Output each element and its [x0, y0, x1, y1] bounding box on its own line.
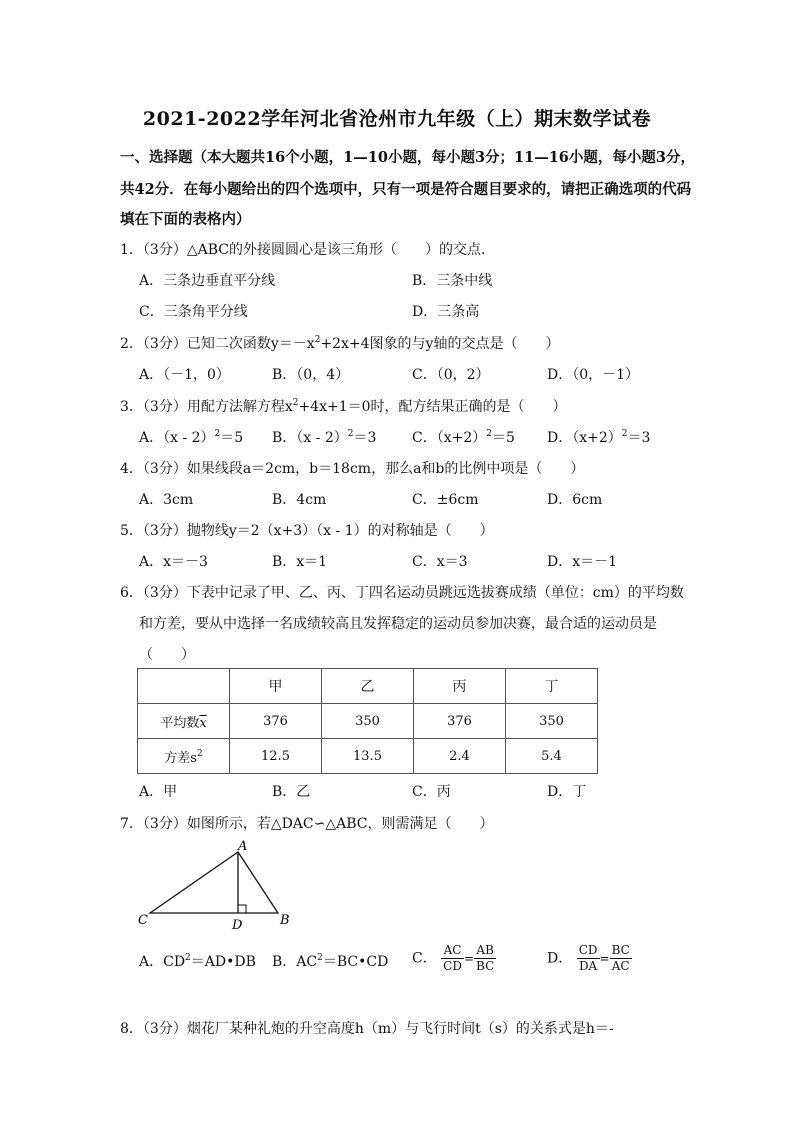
- table-header-cell: 甲: [230, 669, 322, 704]
- triangle-abc: [150, 852, 278, 913]
- table-header-cell: 丁: [506, 669, 598, 704]
- q7-c-fraction-right: [474, 943, 496, 974]
- q6-option-a: A．甲: [139, 784, 178, 800]
- frac-denominator: DA: [578, 959, 598, 973]
- table-row-variance: [138, 739, 598, 774]
- page-title: 2021-2022学年河北省沧州市九年级（上）期末数学试卷: [142, 108, 652, 130]
- q6-option-d: D．丁: [547, 784, 587, 800]
- frac-numerator: BC: [611, 943, 630, 957]
- table-header-cell: 乙: [322, 669, 414, 704]
- frac-denominator: CD: [443, 959, 462, 973]
- q5-option-d: D．x＝－1: [547, 554, 618, 570]
- table-header-cell: [138, 669, 230, 704]
- q7-d-fraction-left: [577, 943, 600, 974]
- q7-option-a: [139, 951, 256, 971]
- equals-sign: =: [599, 951, 610, 966]
- frac-numerator: AC: [441, 943, 464, 959]
- q7-d-fraction-right: [610, 943, 632, 974]
- table-cell: 2.4: [414, 739, 506, 774]
- section-heading-line2: 共42分．在每小题给出的四个选项中，只有一项是符合题目要求的，请把正确选项的代码: [120, 181, 692, 198]
- q4-option-c: C．±6cm: [412, 492, 479, 508]
- q3-a-post: ＝5: [220, 430, 244, 446]
- q5-stem: 5．（3分）抛物线y＝2（x+3）（x - 1）的对称轴是（ ）: [120, 523, 494, 539]
- q3-d-sup: 2: [621, 429, 628, 439]
- table-cell: 350: [506, 704, 598, 739]
- section-heading-line3: 填在下面的表格内）: [120, 211, 251, 228]
- variance-label-cell: [138, 739, 230, 774]
- q7-d-label: D．: [547, 950, 573, 967]
- q7-b-pre: B．AC: [272, 954, 318, 970]
- q7-stem: 7．（3分）如图所示，若△DAC∽△ABC，则需满足（ ）: [120, 816, 494, 832]
- score-table: [137, 668, 598, 774]
- q3-c-pre: C．（x+2）: [412, 430, 487, 446]
- q3-option-c: [412, 427, 515, 447]
- q3-b-pre: B．（x - 2）: [272, 430, 348, 446]
- q2-stem: [120, 333, 559, 353]
- right-angle-mark: [238, 905, 246, 913]
- q4-option-a: A．3cm: [139, 492, 194, 508]
- q1-option-c: C．三条角平分线: [139, 304, 248, 320]
- label-a: A: [238, 840, 248, 854]
- q4-option-d: D．6cm: [547, 492, 603, 508]
- q1-option-b: B．三条中线: [412, 273, 493, 289]
- q2-stem-sup: 2: [314, 335, 321, 345]
- table-header-cell: 丙: [414, 669, 506, 704]
- q3-a-pre: A．（x - 2）: [139, 430, 215, 446]
- q4-option-b: B．4cm: [272, 492, 327, 508]
- frac-denominator: AC: [611, 959, 630, 973]
- q7-c-fraction-left: [441, 943, 464, 974]
- q2-option-a: A．（－1，0）: [139, 367, 230, 383]
- table-cell: 376: [230, 704, 322, 739]
- q4-stem: 4．（3分）如果线段a＝2cm，b＝18cm，那么a和b的比例中项是（ ）: [120, 461, 585, 477]
- frac-denominator: BC: [476, 959, 495, 973]
- equals-sign: =: [463, 951, 475, 966]
- q3-stem-sup: 2: [292, 398, 299, 408]
- triangle-figure: [130, 840, 310, 935]
- mean-symbol: $\overline{x}$: [199, 715, 207, 731]
- mean-label-cell: [138, 704, 230, 739]
- label-c: C: [138, 913, 148, 928]
- q3-d-post: ＝3: [627, 430, 651, 446]
- q3-stem: [120, 396, 567, 416]
- label-b: B: [280, 913, 290, 928]
- table-cell: 376: [414, 704, 506, 739]
- q5-option-a: A．x＝－3: [139, 554, 208, 570]
- q7-option-b: [272, 951, 388, 971]
- table-header-row: [138, 669, 598, 704]
- q7-option-c: [412, 943, 496, 974]
- q3-a-sup: 2: [214, 429, 221, 439]
- q7-b-sup: 2: [317, 953, 323, 963]
- q7-a-sup: 2: [185, 953, 191, 963]
- q6-stem-line3: （ ）: [139, 647, 195, 663]
- q6-option-b: B．乙: [272, 784, 311, 800]
- table-cell: 12.5: [230, 739, 322, 774]
- label-d: D: [232, 918, 243, 933]
- q1-option-a: A．三条边垂直平分线: [139, 273, 276, 289]
- q3-stem-pre: 3．（3分）用配方法解方程x: [120, 399, 293, 415]
- mean-label: 平均数: [160, 715, 200, 731]
- q3-option-d: [547, 427, 650, 447]
- q5-option-b: B．x＝1: [272, 554, 328, 570]
- frac-numerator: CD: [578, 943, 598, 957]
- q2-stem-pre: 2．（3分）已知二次函数y＝－x: [120, 336, 315, 352]
- table-cell: 350: [322, 704, 414, 739]
- q7-option-d: [547, 943, 632, 974]
- q6-stem-line2: 和方差，要从中选择一名成绩较高且发挥稳定的运动员参加决赛，最合适的运动员是: [139, 616, 657, 632]
- table-row-mean: [138, 704, 598, 739]
- q2-stem-post: +2x+4图象的与y轴的交点是（ ）: [320, 336, 560, 352]
- table-cell: 5.4: [506, 739, 598, 774]
- frac-numerator: AB: [474, 943, 496, 959]
- q3-option-b: [272, 427, 376, 447]
- q7-a-pre: A．CD: [139, 954, 186, 970]
- q3-option-a: [139, 427, 243, 447]
- q3-b-sup: 2: [347, 429, 354, 439]
- variance-label: 方差s: [164, 750, 197, 766]
- q3-c-sup: 2: [486, 429, 492, 439]
- q2-option-b: B．（0，4）: [272, 367, 350, 383]
- q2-option-c: C．（0，2）: [412, 367, 490, 383]
- q3-stem-post: +4x+1＝0时，配方结果正确的是（ ）: [298, 399, 567, 415]
- q8-stem: 8．（3分）烟花厂某种礼炮的升空高度h（m）与飞行时间t（s）的关系式是h＝-: [120, 1021, 614, 1037]
- variance-sup: 2: [196, 748, 203, 759]
- q2-option-d: D．（0，－1）: [547, 367, 640, 383]
- q1-option-d: D．三条高: [412, 304, 480, 320]
- q3-b-post: ＝3: [353, 430, 377, 446]
- q7-b-post: ＝BC•CD: [322, 954, 389, 970]
- q7-a-post: ＝AD•DB: [190, 954, 256, 970]
- q1-stem: 1．（3分）△ABC的外接圆圆心是该三角形（ ）的交点．: [120, 242, 495, 258]
- q5-option-c: C．x＝3: [412, 554, 468, 570]
- q7-c-label: C．: [412, 950, 437, 967]
- section-heading-line1: 一、选择题（本大题共16个小题，1—10小题，每小题3分；11—16小题，每小题3分，: [120, 149, 695, 166]
- q6-option-c: C．丙: [412, 784, 451, 800]
- q3-d-pre: D．（x+2）: [547, 430, 622, 446]
- table-cell: 13.5: [322, 739, 414, 774]
- q6-stem-line1: 6．（3分）下表中记录了甲、乙、丙、丁四名运动员跳远选拔赛成绩（单位：cm）的平均数: [120, 585, 684, 601]
- q3-c-post: ＝5: [491, 430, 515, 446]
